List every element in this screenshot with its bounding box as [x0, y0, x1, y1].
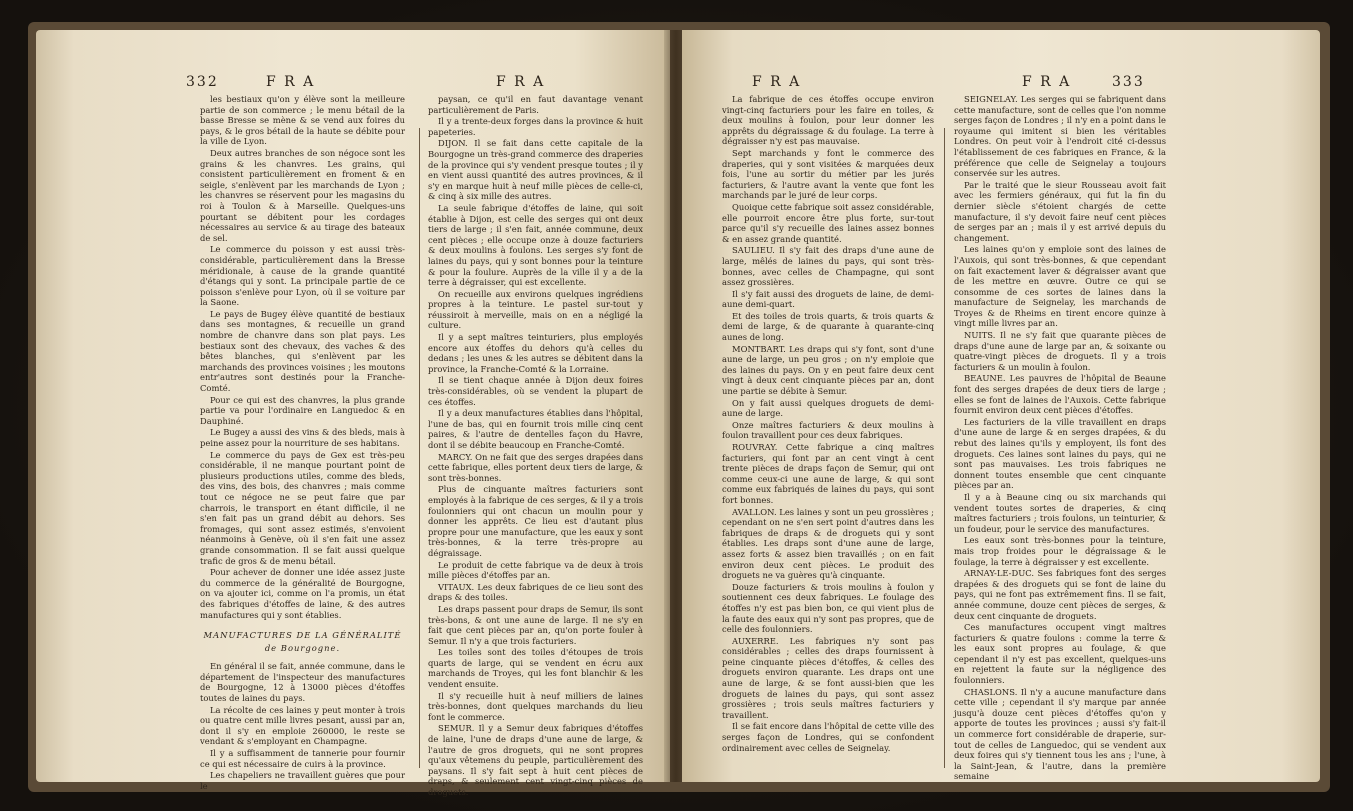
right-running-head-2: F R A — [1022, 74, 1072, 90]
paragraph: Il se tient chaque année à Dijon deux foires très-considérables, où se vendent la plupart de ces étoffes. — [428, 375, 643, 407]
paragraph: Les eaux sont très-bonnes pour la teinture, mais trop froides pour le dégraissage & le foulage, la terre à dégraisser y est excellente. — [954, 535, 1166, 567]
paragraph: SAULIEU. Il s'y fait des draps d'une aune de large, mêlés de laines du pays, qui sont très-bonnes, avec celles de Champagne, qui sont assez grossières. — [722, 245, 934, 288]
paragraph: NUITS. Il ne s'y fait que quarante pièces de draps d'une aune de large par an, & soixante ou quatre-vingt pièces de droguets. Il y a trois facturiers & un moulin à foulon. — [954, 330, 1166, 372]
column-rule — [944, 128, 945, 768]
paragraph: La seule fabrique d'étoffes de laine, qui soit établie à Dijon, est celle des serges qui ont deux tiers de large ; il s'en fait, année commune, deux cent pièces ; elle occupe onze à douze facturiers & deux moulins à foulons. Les serges s'y font de laines du pays, qui y sont bonnes pour la teinture & pour la foulure. Auprès de la ville il y a de la terre à dégraisser, qui est excellente. — [428, 202, 643, 288]
paragraph: On recueille aux environs quelques ingrédiens propres à la teinture. Le pastel sur-tout y réussiroit à merveille, mais on en a négligé la culture. — [428, 288, 643, 331]
right-column-2 — [954, 94, 1166, 782]
paragraph: Il se fait encore dans l'hôpital de cette ville des serges façon de Londres, qui se confondent ordinairement avec celles de Seignelay. — [722, 721, 934, 753]
paragraph: Pour achever de donner une idée assez juste du commerce de la généralité de Bourgogne, on va ajouter ici, comme on l'a promis, un état des fabriques d'étoffes de laine, & des autres manufactures qui y sont établies. — [200, 567, 405, 620]
paragraph: MARCY. On ne fait que des serges drapées dans cette fabrique, elles portent deux tiers de large, & sont très-bonnes. — [428, 451, 643, 483]
paragraph: Deux autres branches de son négoce sont les grains & les chanvres. Les grains, qui consistent particulièrement en froment & en seigle, s'enlèvent par les marchands de Lyon ; les chanvres se réservent pour les magasins du roi à Toulon & à Marseille. Quelques-uns pourtant se débitent pour les cordages nécessaires au service & au tirage des bateaux de sel. — [200, 147, 405, 243]
paragraph: SEMUR. Il y a Semur deux fabriques d'étoffes de laine, l'une de draps d'une aune de large, & l'autre de gros droguets, qui ne sont propres qu'aux vêtemens du peuple, particulièrement des paysans. Il s'y fait sept à huit cent pièces de draps, & seulement cent vingt-cinq pièces de droguets. — [428, 723, 643, 797]
section-title: MANUFACTURES DE LA GÉNÉRALITÉ — [203, 630, 402, 641]
paragraph: Pour ce qui est des chanvres, la plus grande partie va pour l'ordinaire en Languedoc & en Dauphiné. — [200, 394, 405, 426]
paragraph: VITAUX. Les deux fabriques de ce lieu sont des draps & des toiles. — [428, 581, 643, 603]
left-page-number: 332 — [186, 74, 219, 90]
paragraph: ARNAY-LE-DUC. Ses fabriques font des serges drapées & des droguets qui se font de laine du pays, qui ne font pas extrêmement fins. Il se fait, année commune, douze cent pièces de serges, & deux cent cinquante de droguets. — [954, 568, 1166, 621]
paragraph: En général il se fait, année commune, dans le département de l'inspecteur des manufactures de Bourgogne, 12 à 13000 pièces d'étoffes toutes de laines du pays. — [200, 661, 405, 704]
left-column-1 — [200, 94, 405, 791]
paragraph: Les draps passent pour draps de Semur, ils sont très-bons, & ont une aune de large. Il ne s'y en fait que cent pièces par an, qu'on porte fouler à Semur. Il n'y a que trois facturiers. — [428, 603, 643, 646]
paragraph: Le commerce du pays de Gex est très-peu considérable, il ne manque pourtant point de plusieurs productions utiles, comme des bleds, des vins, des bois, des chanvres ; mais comme tout ce négoce ne se peut faire que par charrois, le transport en étant difficile, il ne s'en fait pas un grand débit au dehors. Ses fromages, qui sont assez estimés, s'envoient néanmoins à Genève, où il s'en fait une assez grande consommation. Il se fait aussi quelque trafic de gros & de menu bétail. — [200, 449, 405, 566]
paragraph: AVALLON. Les laines y sont un peu grossières ; cependant on ne s'en sert point d'autres dans les fabriques de draps & de droguets qui y sont établies. Les draps sont d'une aune de large, assez forts & assez bien travaillés ; on en fait environ deux cent pièces. Le produit des droguets ne va guères qu'à cinquante. — [722, 506, 934, 581]
paragraph: MONTBART. Les draps qui s'y font, sont d'une aune de large, un peu gros ; on n'y emploie que des laines du pays. On y en peut faire deux cent vingt à deux cent cinquante pièces par an, dont une partie se débite à Semur. — [722, 343, 934, 397]
paragraph: AUXERRE. Les fabriques n'y sont pas considérables ; celles des draps fournissent à peine cinquante pièces d'étoffes, & celles des droguets environ quarante. Les draps ont une aune de large, & se font aussi-bien que les droguets de laines du pays, qui sont assez grossières ; trois seuls maîtres facturiers y travaillent. — [722, 635, 934, 720]
paragraph: Il y a deux manufactures établies dans l'hôpital, l'une de bas, qui en fournit trois mille cinq cent paires, & l'autre de dentelles façon du Havre, dont il se débite beaucoup en Franche-Comté. — [428, 408, 643, 450]
paragraph: Il s'y recueille huit à neuf milliers de laines très-bonnes, dont quelques marchands du lieu font le commerce. — [428, 690, 643, 722]
left-running-head-2: F R A — [496, 74, 546, 90]
paragraph: Il y a trente-deux forges dans la province & huit papeteries. — [428, 116, 643, 137]
paragraph: Par le traité que le sieur Rousseau avoit fait avec les fermiers généraux, qui fut la fin du dernier siècle s'étoient chargés de cette manufacture, il s'y devoit faire neuf cent pièces de serges par an ; mais il y est arrivé depuis du changement. — [954, 179, 1166, 243]
paragraph: paysan, ce qu'il en faut davantage venant particulièrement de Paris. — [428, 94, 643, 115]
paragraph: Plus de cinquante maîtres facturiers sont employés à la fabrique de ces serges, & il y a trois foulonniers qui ont chacun un moulin pour y donner les apprêts. Ce lieu est d'autant plus propre pour une manufacture, que les eaux y sont très-bonnes, & la terre très-propre au dégraissage. — [428, 484, 643, 558]
paragraph: BEAUNE. Les pauvres de l'hôpital de Beaune font des serges drapées de deux tiers de large ; elles se font de laines de l'Auxois. Cette fabrique fournit environ deux cent pièces d'étoffes. — [954, 373, 1166, 416]
right-page-number: 333 — [1112, 74, 1145, 90]
paragraph: CHASLONS. Il n'y a aucune manufacture dans cette ville ; cependant il s'y marque par année jusqu'à douze cent pièces d'étoffes qu'on y apporte de toutes les provinces ; aussi s'y fait-il un commerce fort considérable de draperie, sur-tout de celles de Languedoc, qui se vendent aux deux foires qui s'y tiennent tous les ans ; l'une, à la Saint-Jean, & l'autre, dans la première semaine — [954, 686, 1166, 782]
paragraph: Il y a sept maîtres teinturiers, plus employés encore aux étoffes du dehors qu'à celles du dedans ; les unes & les autres se débitent dans la province, la Franche-Comté & la Lorraine. — [428, 332, 643, 374]
left-running-head-1: F R A — [266, 74, 316, 90]
paragraph: les bestiaux qu'on y élève sont la meilleure partie de son commerce ; le menu bétail de la basse Bresse se mène & se vend aux foires du pays, & le gros bétail de la haute se débite pour la ville de Lyon. — [200, 94, 405, 147]
paragraph: Le produit de cette fabrique va de deux à trois mille pièces d'étoffes par an. — [428, 559, 643, 581]
paragraph: Ces manufactures occupent vingt maîtres facturiers & quatre foulons : comme la terre & les eaux sont propres au foulage, & que cependant il n'y est pas excellent, quelques-uns en rejettent la faute sur la négligence des foulonniers. — [954, 622, 1166, 686]
paragraph: Le pays de Bugey élève quantité de bestiaux dans ses montagnes, & recueille un grand nombre de chanvre dans son plat pays. Les bestiaux sont des chevaux, des vaches & des bêtes blanches, qui s'enlèvent par les marchands des provinces voisines ; les moutons entr'autres sont destinés pour la Franche-Comté. — [200, 308, 405, 394]
paragraph: Onze maîtres facturiers & deux moulins à foulon travaillent pour ces deux fabriques. — [722, 419, 934, 441]
paragraph: On y fait aussi quelques droguets de demi-aune de large. — [722, 397, 934, 419]
left-page — [36, 30, 670, 797]
paragraph: Sept marchands y font le commerce des draperies, qui y sont visitées & marquées deux fois, l'une au sortir du métier par les jurés facturiers, & l'autre avant la vente que font les marchands par le juré de leur corps. — [722, 147, 934, 201]
paragraph: Les laines qu'on y emploie sont des laines de l'Auxois, qui sont très-bonnes, & que cependant on fait exactement laver & dégraisser avant que de les mettre en œuvre. Outre ce qui se consomme de ces sortes de laines dans la manufacture de Seignelay, les marchands de Troyes & de Rheims en tirent encore quinze à vingt mille livres par an. — [954, 244, 1166, 329]
right-running-head-1: F R A — [752, 74, 802, 90]
paragraph: ROUVRAY. Cette fabrique a cinq maîtres facturiers, qui font par an cent vingt à cent trente pièces de draps façon de Semur, qui ont comme ceux-ci une aune de large, & qui sont comme eux fabriqués de laines du pays, qui sont fort bonnes. — [722, 442, 934, 505]
paragraph: Il y a suffisamment de tannerie pour fournir ce qui est nécessaire de cuirs à la province. — [200, 748, 405, 769]
paragraph: La fabrique de ces étoffes occupe environ vingt-cinq facturiers pour les faire en toiles, & deux moulins à foulon, pour leur donner les apprêts du dégraissage & du foulage. La terre à dégraisser n'y est pas mauvaise. — [722, 94, 934, 147]
right-column-1 — [722, 94, 934, 774]
paragraph: DIJON. Il se fait dans cette capitale de la Bourgogne un très-grand commerce des draperies de la province qui s'y vendent presque toutes ; il y en vient aussi quantité des autres provinces, & il s'y en marque huit à neuf mille pièces de celle-ci, & cinq à six mille des autres. — [428, 138, 643, 202]
paragraph: Les facturiers de la ville travaillent en draps d'une aune de large & en serges drapées, & du rebut des laines qu'ils y employent, ils font des droguets. Ces laines sont laines du pays, qui ne sont pas mauvaises. Les trois fabriques ne donnent toutes ensemble que cent cinquante pièces par an. — [954, 416, 1166, 491]
paragraph: Et des toiles de trois quarts, & trois quarts & demi de large, & de quarante à quarante-cinq aunes de long. — [722, 310, 934, 343]
paragraph: Les toiles sont des toiles d'étoupes de trois quarts de large, qui se vendent en écru aux marchands de Troyes, qui les font blanchir & les vendent ensuite. — [428, 647, 643, 690]
paragraph: Quoique cette fabrique soit assez considérable, elle pourroit encore être plus forte, sur-tout parce qu'il s'y recueille des laines assez bonnes & en assez grande quantité. — [722, 201, 934, 244]
section-subtitle: de Bourgogne. — [264, 642, 341, 653]
paragraph: La récolte de ces laines y peut monter à trois ou quatre cent mille livres pesant, aussi par an, dont il s'y en emploie 260000, le reste se vendant & s'employant en Champagne. — [200, 704, 405, 747]
paragraph: SEIGNELAY. Les serges qui se fabriquent dans cette manufacture, sont de celles que l'on nomme serges façon de Londres ; il n'y en a point dans le royaume qui imitent si bien les véritables Londres. On peut voir à l'endroit cité ci-dessus l'établissement de ces fabriques en France, & la préférence que celle de Seignelay a toujours conservée sur les autres. — [954, 94, 1166, 179]
paragraph: Il s'y fait aussi des droguets de laine, de demi-aune demi-quart. — [722, 288, 934, 310]
paragraph: Les chapeliers ne travaillent guères que pour le — [200, 770, 405, 791]
column-rule — [419, 128, 420, 768]
paragraph: Le Bugey a aussi des vins & des bleds, mais à peine assez pour la nourriture de ses habitans. — [200, 427, 405, 448]
paragraph: Il y a à Beaune cinq ou six marchands qui vendent toutes sortes de draperies, & cinq maîtres facturiers ; trois foulons, un teinturier, & un foudeur, pour le service des manufactures. — [954, 491, 1166, 534]
left-column-2 — [428, 94, 643, 797]
right-page — [682, 30, 1320, 782]
paragraph: Douze facturiers & trois moulins à foulon y soutiennent ces deux fabriques. Le foulage des étoffes n'y est pas bien bon, ce qui vient plus de la faute des eaux qui n'y sont pas propres, que de celle des foulonniers. — [722, 581, 934, 635]
paragraph: Le commerce du poisson y est aussi très-considérable, particulièrement dans la Bresse méridionale, à cause de la grande quantité d'étangs qui y sont. La principale partie de ce poisson s'enlève pour Lyon, où il se voiture par la Saone. — [200, 244, 405, 308]
